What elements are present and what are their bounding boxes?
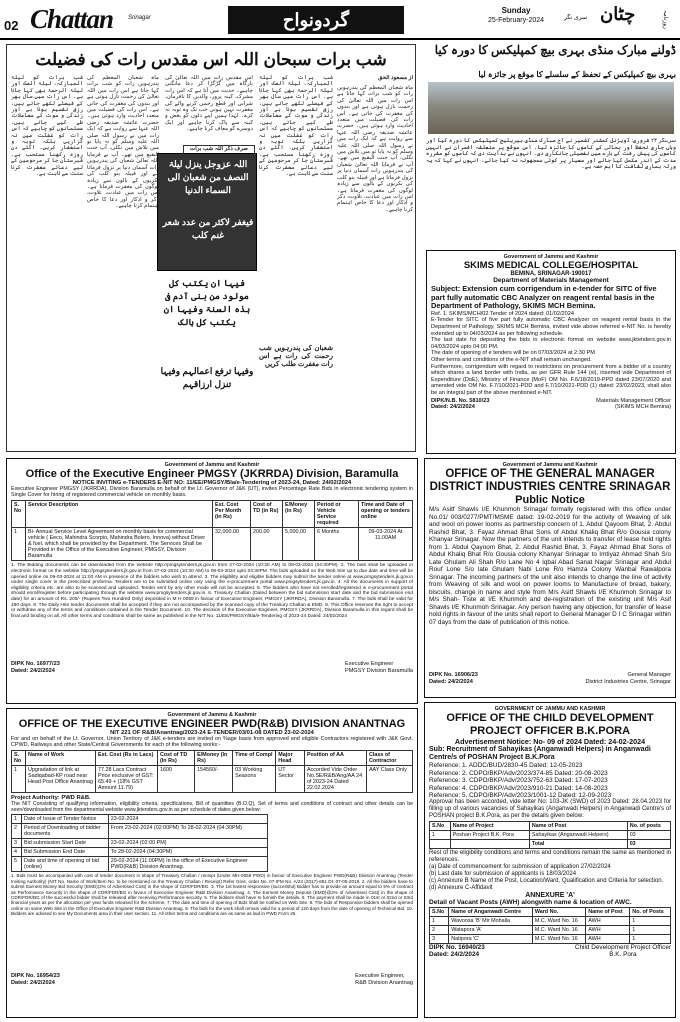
pwd-sched-td: Bid submission Start Date xyxy=(22,839,109,848)
table-row xyxy=(430,926,671,935)
pwd-th: Class of Contractor xyxy=(366,751,412,766)
pwd-sub: NIT 221 OF R&B/Anantnag/2023-24 E-TENDER/03/01-08 DATED 23-02-2024 xyxy=(110,730,314,736)
pmgsy-sign2: PMGSY Division Baramulla xyxy=(345,668,413,674)
table-row xyxy=(430,840,671,849)
pmgsy-dated: Dated: 24/2/2024 xyxy=(11,668,55,674)
pwd-footer xyxy=(11,973,413,986)
skims-notice xyxy=(426,250,676,454)
pmgsy-th: S. No xyxy=(12,501,26,528)
dic-public-notice: Public Notice xyxy=(515,494,585,506)
cdpo-gov: GOVERNMENT OF JAMMU AND KASHMIR xyxy=(494,706,606,712)
cdpo-td: 1 xyxy=(630,935,671,944)
pwd-intro: For and on behalf of the Lt. Governor, Union Territory of J&K e-tenders are invited on %age basis from approved and eligible Contractors registered with J&K Govt. CPWD, Railways and other State/Central Governments for each of the following works:- xyxy=(11,736,413,749)
pwd-dated: Dated: 24/2/2024 xyxy=(11,980,55,986)
pmgsy-gov: Government of Jammu and Kashmir xyxy=(164,462,260,468)
article-arabic-text-2: فیغفر لاکثر من عدد شعر غنم کلب xyxy=(162,217,254,240)
pmgsy-title: Office of the Executive Engineer PMGSY (JKRRDA) Division, Baramulla xyxy=(25,468,399,480)
date-block xyxy=(488,6,544,25)
pwd-td: 154560/- xyxy=(195,766,233,793)
cdpo-td: 1 xyxy=(430,831,451,840)
pwd-td: Accorded Vide Order No.SE/R&B/Ang/AA 24 of 2023-24 Dated 22.02.2024 xyxy=(304,766,366,793)
cdpo-awc-table xyxy=(429,907,671,944)
table-row xyxy=(430,935,671,944)
cdpo-td: Sahayikas (Anganwadi Helpers) xyxy=(529,831,627,840)
cdpo-ref: Reference: 4. CDPO/BKP/Adv/2023/910-21 Dated: 14-08-2023 xyxy=(429,784,608,792)
skims-title: SKIMS MEDICAL COLLEGE/HOSPITAL xyxy=(463,260,639,271)
pwd-auth-para: The NIT Consisting of qualifying information, eligibility criteria, specifications, Bill of quantities (B.O.Q), Set of terms and conditions of contract and other details can be seen/downloaded from the departmental website www.jktenders.gov.in as per schedule of dates given below: xyxy=(11,801,413,814)
cdpo-th: Ward No. xyxy=(532,908,585,917)
cdpo-td: M.C. Ward No. 16 xyxy=(532,917,585,926)
pwd-title: OFFICE OF THE EXECUTIVE ENGINEER PWD(R&B) DIVISION ANANTNAG xyxy=(18,718,406,730)
cdpo-th: No. of Posts xyxy=(630,908,671,917)
cdpo-body: Approval has been accorded, vide letter No: 103-JK (SWD) of 2023 Dated: 28.04.2023 for filling up of various vacancies of Sahayikas (Anganwadi Helpers) in Anganwadi Centre's of POSHAN project B.K.Pora, as per the details given below: xyxy=(429,799,671,820)
news-headline: ڈولنے مبارک منڈی بہری بیچ کمپلیکس کا دورہ کیا xyxy=(434,43,676,57)
article-arabic-text-1: اللہ عزوجل ینزل لیلۃ النصف من شعبان الی السماء الدنیا xyxy=(167,159,249,195)
dic-footer xyxy=(429,672,671,685)
pwd-sign2: R&B Division Anantnag xyxy=(355,980,413,986)
masthead xyxy=(0,0,680,40)
pwd-sched-td: 5 xyxy=(12,857,22,872)
article-highlight: شعبان کی پندرہویں شب رحمت کی رات ہے اس رات مغفرت طلب کریں xyxy=(259,345,333,368)
pwd-td: 1 xyxy=(12,766,26,793)
table-row xyxy=(12,528,413,561)
news-subheadline: بہری بیچ کمپلیکس کے تحفظ کے سلسلے کا موقع پر جائزہ لیا xyxy=(478,70,676,79)
table-row xyxy=(430,917,671,926)
logo-tagline: Srinagar xyxy=(128,15,151,21)
pwd-sched-td: 2 xyxy=(12,824,22,839)
pmgsy-notice xyxy=(6,458,418,704)
pwd-table-header xyxy=(12,751,413,766)
cdpo-date-d: (d) Annexure C-Affidavit xyxy=(429,885,493,892)
dic-sign2: District Industries Centre, Srinagar xyxy=(585,678,671,685)
pwd-sched-td: 23-02-2024 (02:00 PM) xyxy=(108,839,268,848)
pwd-sched-td: Period of Downloading of bidder documents xyxy=(22,824,109,839)
skims-p4: Other terms and conditions of the e-NIT shall remain unchanged. xyxy=(431,356,592,363)
article-arabic-text-3: فیہا ان یکتب کل مولود من بنی آدم فی ہذہ السنۃ وفیہا ان یکتب کل ہالک xyxy=(163,278,251,327)
cdpo-th: No. of posts xyxy=(627,822,670,831)
pwd-th: Major Head xyxy=(276,751,305,766)
article-column-1: ماہ شعبان المعظم کی پندرہویں رات کو شب برات کہا جاتا ہے اس رات میں اللہ تعالیٰ کی رحمت نازل ہوتی ہے اور بندوں کی مغفرت کی جاتی ہے۔ اس رات کی فضیلت میں متعدد احادیث وارد ہوئی ہیں۔ حضرت عائشہ صدیقہ رضی اللہ عنہا سے روایت ہے کہ ایک رات میں نے رسول اللہ صلی اللہ علیہ وسلم کو نہ پایا تو میں تلاش میں نکلی، آپ جنت البقیع میں تھے۔ آپ نے فرمایا اللہ تعالیٰ شعبان کی پندرہویں رات آسمان دنیا پر نزول فرماتا ہے اور قبیلہ بنو کلب کی بکریوں کے بالوں سے زیادہ لوگوں کی مغفرت فرماتا ہے۔ اس رات میں عبادت، تلاوت، ذکر و اذکار اور دعا کا خاص اہتمام کرنا چاہیے۔ xyxy=(337,85,413,213)
pmgsy-th: Est. Cost Per Month (in Rs) xyxy=(213,501,251,528)
cdpo-th: S.No xyxy=(430,908,449,917)
cdpo-td: M.C. Ward No. 16 xyxy=(532,926,585,935)
cdpo-annexure: ANNEXURE 'A' xyxy=(525,892,575,900)
cdpo-td: 3 xyxy=(430,935,449,944)
pmgsy-notes: 1. The Bidding documents can be downloaded from the website http://pmgsytenders.jk.gov.in from 27-02-2024 (10:30 AM) to 08-03-2024 (04:30PM). 2. The bids shall be uploaded in electronic format on the website http://pmgsytenders.jk.gov.in from 27-02-2024 (10:30 AM) to 08-03-2024 upto 04:30PM. The bids uploaded on the Web Site up to due date and time will be opened online on 09-03-2024 at 11:00 AM in presence of the bidders who wish to attend. 3. The eligibility and eligible bidders may submit the tender online at www.pmgsytenders.jk.gov.in under single cover in the prescribed proforma. Tenders are to be submitted online only using the e-procurement portal www.pmgsytenders.jk.gov.in. 4. All the documents in support of eligibility criteria etc. are also to be scanned and uploaded. Tender sent by any other mode will not be accepted. 5. The bidders who have not enrolled/registered in e-procurement portal should enroll/register before participating through the website www.pmgsytenders.jk.gov.in. 6. Treasury Challan (Dated between the bid submission start date and the bid submission end date) for an amount of Rs. 200/- (Rupees Two Hundred Only) deposited in M H 0059 in favour of Executive Engineer, PMGSY (JKRRDA), Division Baramulla. 7. The bids shall be valid for 180 days. 8. The Daily Hire tender documents shall be accepted if they are not accompanied by the scanned copy of the Treasury Challan & EMD. 9. This Office reserves the right to accept or withdraw any of the terms and conditions contained in the Tender Document. 10. The decision of the Executive Engineer, PMGSY (JKRRDA), Division Baramulla in this regard shall be final and binding on all. All other terms and conditions shall be same as published in the NIT No. 11/EE/PMGSY/Bla/e-Tendering of 2023-24 Dated: 24/02/2024 xyxy=(11,563,413,619)
article-calligraphy-block xyxy=(157,153,257,271)
news-body: سرینگر ۲۴ فروری: ڈویژنل کمشنر کشمیر نے آج مبارک منڈی ہیریٹیج کمپلیکس کا دورہ کیا اور وہاں جاری تحفظ اور بحالی کے کاموں کا جائزہ لیا۔ اس موقع پر متعلقہ افسران نے انہیں کاموں کی پیش رفت کے بارے میں تفصیلی جانکاری دی۔ انہوں نے ہدایت دی کہ کاموں کو مقررہ مدت کے اندر مکمل کیا جائے اور معیار پر کوئی سمجھوتہ نہ کیا جائے۔ انہوں نے کہا کہ یہ ورثہ ہماری ثقافت کا اہم حصہ ہے۔ xyxy=(426,138,676,170)
skims-p5: Furthermore, corrigendum with regard to restrictions on procurement from a bidder of a country which shares a land border with India, as per GFR Rule 144 (xi), inserted vide Department of Expenditure (DoE), Ministry of Finance (MoF) OM No. F.6/18/2019-PPD dated 23/07/2020 and amended vide OM No. F.7/10/2021-PDD and F.7/10/2021-PDD (1) dated: 23/02/2023, shall also be an integral part of the above mentioned e-NIT. xyxy=(431,363,671,396)
pwd-td: 77.28 Lacs Contract Price exclusive of GST: 65.49 + (18% GST Amount 11.79) xyxy=(96,766,158,793)
article-title: شب برات سبحان اللہ اس مقدس رات کی فضیلت xyxy=(35,50,387,69)
cdpo-td: Poshan Project B.K. Pora xyxy=(450,831,529,840)
pwd-table xyxy=(11,750,413,793)
cdpo-notice xyxy=(424,702,676,1018)
pwd-sched-td: From 23-02-2024 (02:00PM) To 28-02-2024 (04:30PM) xyxy=(108,824,268,839)
pmgsy-th: Period or Vehicle Service required xyxy=(315,501,359,528)
cdpo-td: 03 xyxy=(627,831,670,840)
cdpo-ref: Reference: 1. ADDC/BUD/2830-45 Dated: 12-05-2023 xyxy=(429,762,583,770)
table-row xyxy=(12,848,268,857)
day-label: Sunday xyxy=(501,6,531,15)
pmgsy-table-header xyxy=(12,501,413,528)
section-banner: گردونواح xyxy=(228,6,404,34)
cdpo-td: 1 xyxy=(630,917,671,926)
cdpo-td xyxy=(430,840,451,849)
article-column-5: شب برات کو لیلۃ المبارکہ، لیلۃ الصک اور لیلۃ الرحمۃ بھی کہا جاتا ہے۔ اس رات میں سال بھر کے فیصلے لکھے جاتے ہیں، رزق تقسیم ہوتا ہے اور زندگی و موت کے معاملات طے کیے جاتے ہیں۔ مسلمانوں کو چاہیے کہ اس رات کو غفلت میں نہ گزاریں بلکہ توبہ و استغفار کریں۔ اگلے دن روزہ رکھنا مستحب ہے۔ قبرستان جا کر مرحومین کے لیے دعائے مغفرت کرنا سنت سے ثابت ہے۔ xyxy=(11,75,83,178)
skims-sign2: (SKIMS MCH Bemina) xyxy=(615,404,671,411)
cdpo-ref: Reference: 2. CDPO/BKP/Adv/2023/374-85 Dated: 20-08-2023 xyxy=(429,769,608,777)
pwd-sign1: Executive Engineer, xyxy=(355,973,405,980)
skims-footer xyxy=(431,398,671,411)
cdpo-subject: Sub: Recruitment of Sahayikas (Anganwadi Helpers) in Anganwadi Centre/s of POSHAN Project B.K.Pora xyxy=(429,746,651,762)
pwd-sched-td: 3 xyxy=(12,839,22,848)
cdpo-th: S.No xyxy=(430,822,451,831)
cdpo-adv-notice: Advertisement Notice: No- 09 of 2024 Dated: 24-02-2024 xyxy=(454,737,646,746)
pwd-sched-td: 4 xyxy=(12,848,22,857)
pwd-authority: Project Authority: PWD R&B. xyxy=(11,795,91,802)
pmgsy-intro: Executive Engineer PMGSY (JKRRDA), Division Baramulla on behalf of the Lt. Governor of J&K (UT), invites Percentage Rate Bids in electronic tendering system in Single Cover for hiring of registered commercial vehicle on monthly basis. xyxy=(11,486,413,499)
chattan-logo: Chattan xyxy=(30,4,114,34)
pwd-sched-td: To 28-02-2024 (04:30PM) xyxy=(108,848,268,857)
skims-dept: Department of Materials Management xyxy=(493,277,609,284)
pmgsy-td: Bi- Annual Service Level Agreement on monthly basis for commercial vehicle ( Eeco, Mahindra Scorpio, Mahindra Bolero, Innova) without Driver & fuel, which shall be provided by the Department. The Services Shall be Provided in the Office of the Executive Engineer, PMGSY, Division Baramulla xyxy=(26,528,213,561)
cdpo-posts-table xyxy=(429,821,671,849)
pwd-dipk: DIPK No. 16954/23 xyxy=(11,973,60,980)
table-row xyxy=(430,908,671,917)
pwd-sched-td: 23-02-2024 xyxy=(108,815,268,824)
table-row xyxy=(430,831,671,840)
urdu-logo: چٹان xyxy=(600,4,636,24)
pwd-th: Est. Cost (Rs in Lacs) xyxy=(96,751,158,766)
cdpo-td: Watapora 'A' xyxy=(449,926,533,935)
cdpo-detail: Detail of Vacant Posts (AWH) alongwith name & location of AWC. xyxy=(429,899,632,907)
shab-e-barat-article xyxy=(6,44,416,452)
cdpo-td: 1 xyxy=(430,917,449,926)
mubarak-mandi-news xyxy=(426,44,676,246)
pwd-td: Upgradation of link at Sadiqabad-KP road near Head Post Office Anantnag xyxy=(26,766,96,793)
cdpo-ref: Reference: 5. CDPO/BKP/Adv/2023/1001-12 Dated: 12-09-2023 xyxy=(429,792,612,800)
dic-sign1: General Manager xyxy=(627,672,671,678)
cdpo-date-a: (a) Date of commencement for submission of application 27/02/2024 xyxy=(429,864,611,871)
skims-address: BEMINA, SRINAGAR-190017 xyxy=(510,271,592,277)
table-row xyxy=(12,824,268,839)
page-number: 02 xyxy=(4,18,19,33)
pmgsy-th: Time and Date of opening or tenders online xyxy=(359,501,413,528)
dic-title: OFFICE OF THE GENERAL MANAGER DISTRICT INDUSTRIES CENTRE SRINAGAR xyxy=(429,468,671,493)
date-label: 25-February-2024 xyxy=(488,17,545,24)
urdu-city-tag: سری نگر xyxy=(564,15,587,21)
pwd-th: S. No xyxy=(12,751,26,766)
pmgsy-th: E/Money (in Rs) xyxy=(283,501,315,528)
pwd-sched-td: Date of Issue of Tender Notice xyxy=(22,815,109,824)
cdpo-td: AWH xyxy=(586,917,630,926)
pmgsy-td: 5,000.00 xyxy=(283,528,315,561)
pwd-td: AAY Class Only xyxy=(366,766,412,793)
cdpo-td: AWH xyxy=(586,926,630,935)
pwd-td: 03 Working Seasons xyxy=(233,766,276,793)
pwd-th: Name of Work xyxy=(26,751,96,766)
cdpo-title: OFFICE OF THE CHILD DEVELOPMENT PROJECT OFFICER B.K.PORA xyxy=(446,712,654,737)
article-callout: صرف ذکر اللہ شب برات xyxy=(183,145,255,154)
pmgsy-sign1: Executive Engineer xyxy=(345,661,394,668)
table-row xyxy=(12,839,268,848)
cdpo-td: M.C. Ward No. 16 xyxy=(532,935,585,944)
skims-p3: The date of opening of e tenders will be on 07/03/2024 at 2:30 PM xyxy=(431,350,595,357)
cdpo-td: 1 xyxy=(630,926,671,935)
pmgsy-th: Cost of TD (in Rs) xyxy=(251,501,283,528)
pmgsy-td: 6 Months xyxy=(315,528,359,561)
cdpo-date-c: (c) Annexure B Name of the Post, Location/Ward, Qualification and Criteria for selection. xyxy=(429,878,664,885)
pmgsy-footer xyxy=(11,661,413,674)
pwd-td: UT Sector xyxy=(276,766,305,793)
pmgsy-sub: NOTICE INVITING e-TENDERS E-NIT NO: 11/EE/PMGSY/Bla/e-Tendering of 2023-24, Dated: 24/02/2024 xyxy=(72,480,352,486)
pwd-gov: Government of Jammu & Kashmir xyxy=(167,712,257,718)
cdpo-th: Name of Anganwadi Centre xyxy=(449,908,533,917)
skims-gov: Government of Jammu and Kashmir xyxy=(503,254,599,260)
cdpo-td xyxy=(450,840,529,849)
table-row xyxy=(12,857,268,872)
dic-body: M/s Asitf Shawls I/E Khunmoh Srinagar formally registered with this office under No.01/ 003/0277/PMT/MSME dated: 19-02-2019 for the activity of Weaving of silk and wool on power looms as partnership concern of 1. Abdul Qayoom Bhat, 2. Abdul Rashid Bhat, 3. Fayaz Ahmad Bhat Sons of Abdul Khaliq Bhat R/o Gousia colony Khanyar Srinagar. Now the partners of the unit intends to transfer of lease hold rights from 1. Abdul Qayoom Bhat, 2. Abdul Rashid Bhat, 3. Fayaz Ahmad Bhat Sons of Abdul Khaliq Bhat R/o Gousia colony Khanyar Srinagar to Imtiyaz Ahmad Shah S/o Late Ghulam Ali Shah R/o Lane No 4 Iqbal Abad Sanat Nagar Srinagar and Abdul Rouf Lone S/o late Ghulam Nabi Lone R/o Hamza Colony Wanbal Rawalpora Srinagar. The incoming partners of the unit also intends to change the line of activity from Weaving of silk and wool on power looms to Manufacture of bread, bakery, biscuits, change in name and style from M/s Asitf Shawls I/E Khunmoh Srinagar to M/s Shah- Tiste at I/E Khunmoh and de-registration of the existing unit M/s Asif Shawls I/E Khunmoh Srinagar. Any person having any objection, for transfer of lease hold rights in favour of the units shall report to General Manager D I C Srinagar within 07 days from the date of publication of this notice. xyxy=(429,506,671,626)
cdpo-th: Name of Project xyxy=(450,822,529,831)
dic-gov: Government of Jammu and Kashmir xyxy=(502,462,598,468)
cdpo-td: 2 xyxy=(430,926,449,935)
pwd-notice xyxy=(6,708,418,1018)
article-byline: از مسعود الحق xyxy=(378,75,413,81)
pmgsy-table xyxy=(11,500,413,561)
dic-notice xyxy=(424,458,676,698)
pmgsy-td: 200.00 xyxy=(251,528,283,561)
pwd-sched-td: 29-02-2024 (11:00PM) In the office of Executive Engineer PWD(R&B) Division Anantnag. xyxy=(108,857,268,872)
skims-dated: Dated: 24/2/2024 xyxy=(431,404,475,411)
pwd-th: E/Money (In Rs) xyxy=(195,751,233,766)
article-arabic-text-4: وفیہا ترفع اعمالہم وفیہا تنزل ارزاقہم xyxy=(160,366,254,389)
table-row xyxy=(12,815,268,824)
cdpo-td: Total xyxy=(529,840,627,849)
heritage-complex-photo xyxy=(428,82,674,134)
pmgsy-td: 09-03-2024 At 11.00AM xyxy=(359,528,413,561)
cdpo-td: Natipora 'C' xyxy=(449,935,533,944)
table-row xyxy=(430,822,671,831)
pwd-schedule-table xyxy=(11,814,268,872)
cdpo-sign2: B.K. Pora xyxy=(609,951,637,959)
cdpo-td: 03 xyxy=(627,840,670,849)
cdpo-sign1: Child Development Project Officer xyxy=(574,944,671,952)
cdpo-th: Name of Post xyxy=(529,822,627,831)
cdpo-td: Wavoosa 'B' Mir Mohalla xyxy=(449,917,533,926)
skims-p1: E-Tender for SITC of five part fully automatic CBC Analyzer on reagent rental basis in the Department of Pathology, SKIMS MCH Bemina, invited vide above referred e-NIT No. is hereby extended up to 04/03/2024 as per following schedule. xyxy=(431,317,671,337)
pwd-sched-td: Date and time of opening of bid (online) xyxy=(22,857,109,872)
table-row xyxy=(12,766,413,793)
cdpo-ref: Reference: 3. CDPO/BKP/Adv/2023/752-63 Dated: 17-07-2023 xyxy=(429,777,608,785)
cdpo-footer xyxy=(429,945,671,958)
pwd-notes: 1. Bids must be accompanied with cost of tender document in shape of Treasury Challan / receipt (Under MH-0059 PWD) in favour of Executive Engineer PWD(R&B) Division Anantnag (Tender Inviting Authority) (NIT No. Name of Work/Item No. to be mentioned on the Treasury Challan / Receipt) Refer Govt. order No. 07-IFM No. A/24 (2017)-651 Dt: 07-05-2019. 2. All the bidders have to submit Earnest Money Bid Security (EMD)(2% of Advertised Cost) in the shape of CDR/FDR/BG. 3. The 1st lowest responsive (successful) Bidder has to provide an amount equal to 5% of contract as Performance Security in the shape of CDR/FDR/BG in favour of Executive Engineer R&B Division Anantnag. 4. The Earnest Money Deposit (EMD)@2% of Advertised Cost) in the shape of CDR/FDR/BG of the successful bidder shall be released after receiving Performance security. 5. The bidders shall have to furnish the details. 6. The payment shall be made in 01st or 02nd or 03rd financial years as per the allocation per year funds released for the scheme. 7. The date and time of opening of Bids shall be notified on Web Site. 8. The bids of Responsive bidders shall be opened online on same Web Site in the Office of Executive Engineer R&B Division Anantnag. 9. The bids for the work shall remain valid for a period of 120 days from the date of opening of Technical Bid. 10. Bidders are advised to see My Documents area in their user section. 11. All other terms and conditions are as same as laid in PWD Form 25. xyxy=(11,873,413,917)
article-column-3a: اس مقدس رات میں اللہ تعالیٰ کی بارگاہ میں گڑگڑا کر دعا مانگنی چاہیے۔ حدیث میں آتا ہے کہ اس رات مشرک، کینہ پرور، والدین کا نافرمان، شرابی اور قطع رحمی کرنے والے کی مغفرت نہیں ہوتی جب تک وہ توبہ نہ کرے۔ لہٰذا ہمیں اپنے دلوں کو بغض و کینہ سے پاک کرنا چاہیے اور ایک دوسرے کو معاف کرنا چاہیے۔ xyxy=(165,75,253,133)
cdpo-rest: Rest of the eligibility conditions and terms and conditions remain the same as mentioned in references. xyxy=(429,850,671,864)
cdpo-dipk: DIPK No. 16940/23 xyxy=(429,944,485,952)
article-column-4: ماہ شعبان المعظم کی پندرہویں رات کو شب برات کہا جاتا ہے اس رات میں اللہ تعالیٰ کی رحمت نازل ہوتی ہے اور بندوں کی مغفرت کی جاتی ہے۔ اس رات کی فضیلت میں متعدد احادیث وارد ہوئی ہیں۔ حضرت عائشہ صدیقہ رضی اللہ عنہا سے روایت ہے کہ ایک رات میں نے رسول اللہ صلی اللہ علیہ وسلم کو نہ پایا تو میں تلاش میں نکلی، آپ جنت البقیع میں تھے۔ آپ نے فرمایا اللہ تعالیٰ شعبان کی پندرہویں رات آسمان دنیا پر نزول فرماتا ہے اور قبیلہ بنو کلب کی بکریوں کے بالوں سے زیادہ لوگوں کی مغفرت فرماتا ہے۔ اس رات میں عبادت، تلاوت، ذکر و اذکار اور دعا کا خاص اہتمام کرنا چاہیے۔ xyxy=(87,75,159,210)
skims-subject: Subject: Extension cum corrigendum in e-tender for SITC of five part fully automatic CBC Analyzer on reagent rental basis in the Department of Pathology, SKIMS MCH Bemina. xyxy=(431,284,657,311)
pwd-sched-td: Bid Submission End Date xyxy=(22,848,109,857)
skims-dipk: DIPK/N.B. No. 5810/23 xyxy=(431,397,490,404)
dic-dipk: DIPK No. 16906/23 xyxy=(429,672,478,678)
pmgsy-th: Service Description xyxy=(26,501,213,528)
article-column-2: شب برات کو لیلۃ المبارکہ، لیلۃ الصک اور لیلۃ الرحمۃ بھی کہا جاتا ہے۔ اس رات میں سال بھر کے فیصلے لکھے جاتے ہیں، رزق تقسیم ہوتا ہے اور زندگی و موت کے معاملات طے کیے جاتے ہیں۔ مسلمانوں کو چاہیے کہ اس رات کو غفلت میں نہ گزاریں بلکہ توبہ و استغفار کریں۔ اگلے دن روزہ رکھنا مستحب ہے۔ قبرستان جا کر مرحومین کے لیے دعائے مغفرت کرنا سنت سے ثابت ہے۔ xyxy=(259,75,333,178)
cdpo-td: AWH xyxy=(586,935,630,944)
pwd-th: Cost of TD (In Rs) xyxy=(158,751,195,766)
skims-sign1: Materials Management Officer xyxy=(596,397,671,404)
skims-p2: The last date for depositing the bids in electronic format on website www.jktenders.gov.in 04/03/2024 upto 04:00 PM. xyxy=(431,337,671,350)
pmgsy-td: 32,000.00 xyxy=(213,528,251,561)
cdpo-date-b: (b) Last date for submission of applicants is 18/03/2024 xyxy=(429,871,577,878)
cdpo-th: Name of Post xyxy=(586,908,630,917)
skims-ref: Ref. 1. SKIMS/MCH/02 Tender of 2024 dated: 01/02/2024 xyxy=(431,310,574,317)
pwd-td: 1600 xyxy=(158,766,195,793)
pwd-th: Position of AA xyxy=(304,751,366,766)
dic-dated: Dated: 24/2/2024 xyxy=(429,678,473,685)
cdpo-dated: Dated: 24/2/2024 xyxy=(429,951,480,959)
pwd-sched-td: 1 xyxy=(12,815,22,824)
pwd-th: Time of Compl xyxy=(233,751,276,766)
pmgsy-dipk: DIPK No. 16977/23 xyxy=(11,661,60,668)
urdu-paper-tag: روزنامہ xyxy=(662,10,668,29)
pmgsy-td: 1 xyxy=(12,528,26,561)
